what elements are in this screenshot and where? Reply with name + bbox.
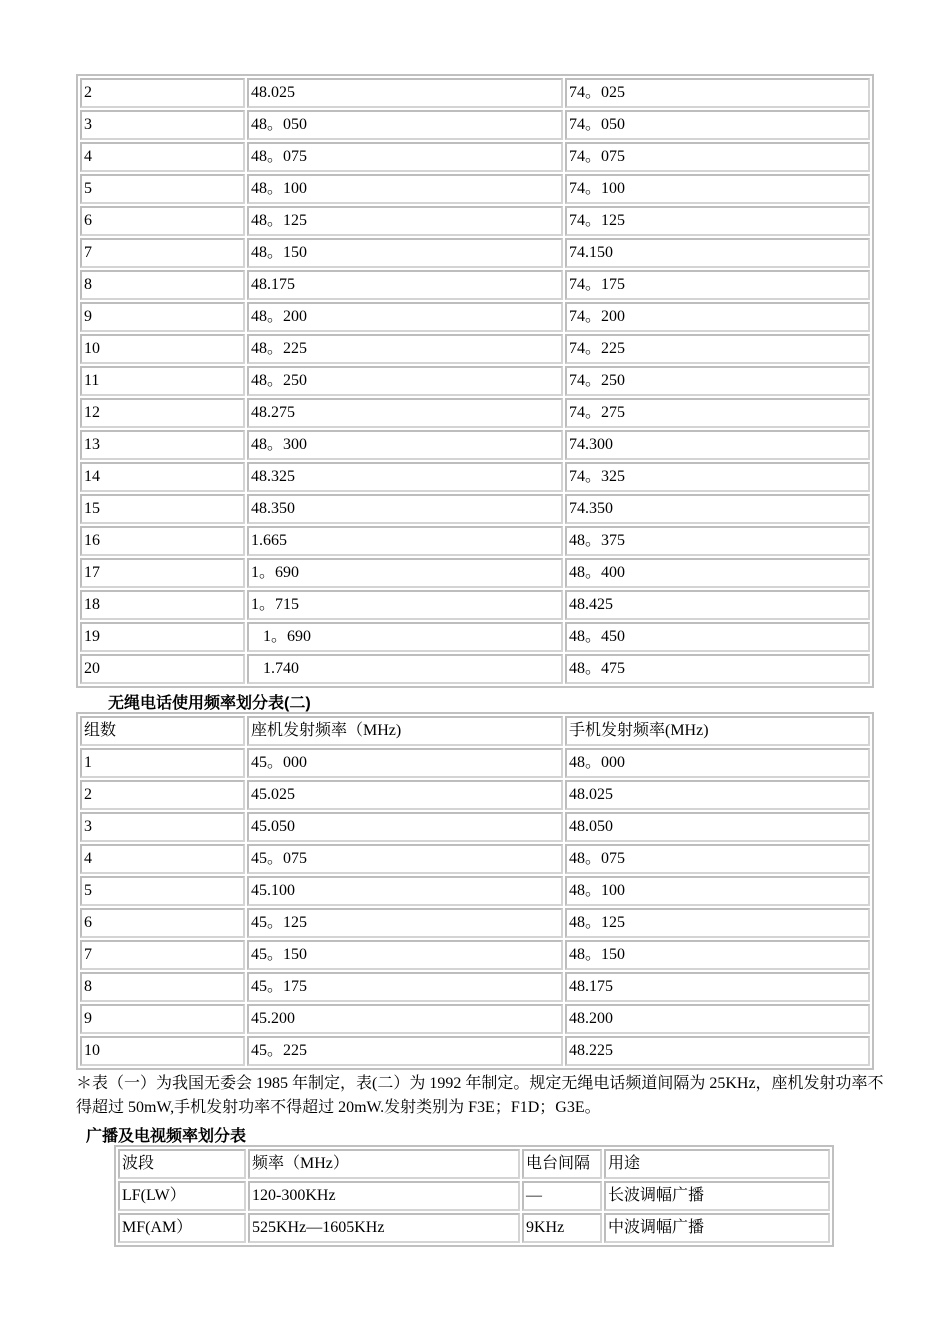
table-row — [80, 812, 870, 842]
table-two-title: 无绳电话使用频率划分表(二) — [108, 695, 311, 712]
table-cell: 19 — [80, 622, 245, 652]
table-cell: 74。075 — [565, 142, 870, 172]
header-cell: 座机发射频率（MHz) — [247, 716, 563, 746]
table-cell: 48。125 — [247, 206, 563, 236]
header-cell: 频率（MHz） — [248, 1149, 520, 1179]
table-cell: 48。225 — [247, 334, 563, 364]
table-cell: 74。125 — [565, 206, 870, 236]
table-cell: 1.665 — [247, 526, 563, 556]
table-row — [80, 780, 870, 810]
table-cell: 45。150 — [247, 940, 563, 970]
table-row — [80, 558, 870, 588]
table-cell: 45。000 — [247, 748, 563, 778]
table-cell: 48。050 — [247, 110, 563, 140]
table-cell: 74。025 — [565, 78, 870, 108]
table-cell: 45。175 — [247, 972, 563, 1002]
table-cell: 10 — [80, 1036, 245, 1066]
table-header-row — [118, 1149, 830, 1179]
table-cell: 4 — [80, 142, 245, 172]
table-row — [80, 78, 870, 108]
table-cell: 74.150 — [565, 238, 870, 268]
table-cell: 48。100 — [565, 876, 870, 906]
table-cell: 6 — [80, 908, 245, 938]
table-row — [80, 908, 870, 938]
table-cell: 8 — [80, 270, 245, 300]
table-cell: 74。100 — [565, 174, 870, 204]
table-row — [80, 142, 870, 172]
table-cell: 48.200 — [565, 1004, 870, 1034]
table-cell: — — [522, 1181, 602, 1211]
table-cell: 8 — [80, 972, 245, 1002]
table-cell: 9 — [80, 1004, 245, 1034]
table-cell: 45.025 — [247, 780, 563, 810]
table-cell: 48.325 — [247, 462, 563, 492]
table-cell: 48.175 — [565, 972, 870, 1002]
table-cell: 74。050 — [565, 110, 870, 140]
table-cell: 7 — [80, 940, 245, 970]
table-cell: 48。125 — [565, 908, 870, 938]
table-cell: 48.025 — [565, 780, 870, 810]
table-cell: 48。250 — [247, 366, 563, 396]
table-row — [80, 366, 870, 396]
table-cell: 48.050 — [565, 812, 870, 842]
header-cell: 电台间隔 — [522, 1149, 602, 1179]
table-row — [80, 238, 870, 268]
table-row — [118, 1213, 830, 1243]
table-cell: MF(AM） — [118, 1213, 246, 1243]
table-cell: 2 — [80, 780, 245, 810]
table-row — [80, 174, 870, 204]
table-cell: 17 — [80, 558, 245, 588]
table-cell: 48。075 — [247, 142, 563, 172]
table-row — [80, 302, 870, 332]
table-header-row — [80, 716, 870, 746]
header-cell: 波段 — [118, 1149, 246, 1179]
table-cell: 45。125 — [247, 908, 563, 938]
table-cell: 48.425 — [565, 590, 870, 620]
table-row — [80, 430, 870, 460]
table-row — [80, 206, 870, 236]
table-cell: 1 — [80, 748, 245, 778]
table-cell: 48。300 — [247, 430, 563, 460]
table-cell: 48。400 — [565, 558, 870, 588]
table-cell: 48.275 — [247, 398, 563, 428]
table-cell: 45.050 — [247, 812, 563, 842]
table-cell: 9KHz — [522, 1213, 602, 1243]
table-row — [80, 972, 870, 1002]
table-cell: 48。000 — [565, 748, 870, 778]
table-cell: 48.175 — [247, 270, 563, 300]
table-cell: 74。200 — [565, 302, 870, 332]
table-three-title: 广播及电视频率划分表 — [86, 1128, 247, 1145]
table-cell: 48。450 — [565, 622, 870, 652]
table-cell: 1。690 — [247, 622, 563, 652]
table-cell: 9 — [80, 302, 245, 332]
table-cell: 48.350 — [247, 494, 563, 524]
table-cell: 120-300KHz — [248, 1181, 520, 1211]
table-cell: 18 — [80, 590, 245, 620]
table-cell: 48。150 — [565, 940, 870, 970]
table-cell: 45。075 — [247, 844, 563, 874]
table-row — [80, 462, 870, 492]
table-cell: 48。150 — [247, 238, 563, 268]
table-cell: 74。325 — [565, 462, 870, 492]
table-cell: 48。200 — [247, 302, 563, 332]
table-row — [80, 748, 870, 778]
table-cell: 48.225 — [565, 1036, 870, 1066]
frequency-table-one — [76, 74, 874, 688]
table-row — [80, 526, 870, 556]
header-cell: 用途 — [604, 1149, 830, 1179]
table-cell: 48.025 — [247, 78, 563, 108]
table-cell: 45.100 — [247, 876, 563, 906]
table-cell: 3 — [80, 110, 245, 140]
frequency-table-two — [76, 712, 874, 1070]
table-cell: 2 — [80, 78, 245, 108]
table-row — [80, 654, 870, 684]
table-cell: 3 — [80, 812, 245, 842]
table-row — [80, 270, 870, 300]
table-cell: 74。175 — [565, 270, 870, 300]
table-row — [80, 1036, 870, 1066]
table-cell: 48。475 — [565, 654, 870, 684]
table-row — [80, 876, 870, 906]
table-row — [80, 1004, 870, 1034]
table-cell: 7 — [80, 238, 245, 268]
table-cell: LF(LW） — [118, 1181, 246, 1211]
header-cell: 组数 — [80, 716, 245, 746]
table-cell: 5 — [80, 174, 245, 204]
table-cell: 5 — [80, 876, 245, 906]
table-row — [80, 110, 870, 140]
table-cell: 10 — [80, 334, 245, 364]
table-cell: 16 — [80, 526, 245, 556]
table-cell: 45。225 — [247, 1036, 563, 1066]
table-row — [80, 590, 870, 620]
table-cell: 15 — [80, 494, 245, 524]
table-cell: 4 — [80, 844, 245, 874]
table-row — [80, 622, 870, 652]
table-cell: 长波调幅广播 — [604, 1181, 830, 1211]
footnote: ＊表（一）为我国无委会 1985 年制定，表(二）为 1992 年制定。规定无绳电话频道间隔为 25KHz，座机发射功率不得超过 50mW,手机发射功率不得超过 20mW.发射类别为 F3E；F1D；G3E。 — [76, 1075, 884, 1116]
table-cell: 6 — [80, 206, 245, 236]
table-cell: 1。715 — [247, 590, 563, 620]
table-cell: 13 — [80, 430, 245, 460]
header-cell: 手机发射频率(MHz) — [565, 716, 870, 746]
table-cell: 74。225 — [565, 334, 870, 364]
table-row — [80, 398, 870, 428]
table-row — [80, 940, 870, 970]
table-cell: 74。250 — [565, 366, 870, 396]
table-cell: 48。100 — [247, 174, 563, 204]
table-cell: 1。690 — [247, 558, 563, 588]
table-cell: 14 — [80, 462, 245, 492]
table-cell: 45.200 — [247, 1004, 563, 1034]
table-cell: 525KHz—1605KHz — [248, 1213, 520, 1243]
table-cell: 48。375 — [565, 526, 870, 556]
table-row — [80, 494, 870, 524]
table-cell: 11 — [80, 366, 245, 396]
table-cell: 74.350 — [565, 494, 870, 524]
table-cell: 12 — [80, 398, 245, 428]
table-cell: 20 — [80, 654, 245, 684]
table-row — [80, 844, 870, 874]
table-cell: 中波调幅广播 — [604, 1213, 830, 1243]
broadcast-frequency-table — [114, 1145, 834, 1247]
table-row — [80, 334, 870, 364]
table-cell: 1.740 — [247, 654, 563, 684]
table-cell: 48。075 — [565, 844, 870, 874]
table-cell: 74。275 — [565, 398, 870, 428]
table-cell: 74.300 — [565, 430, 870, 460]
table-row — [118, 1181, 830, 1211]
